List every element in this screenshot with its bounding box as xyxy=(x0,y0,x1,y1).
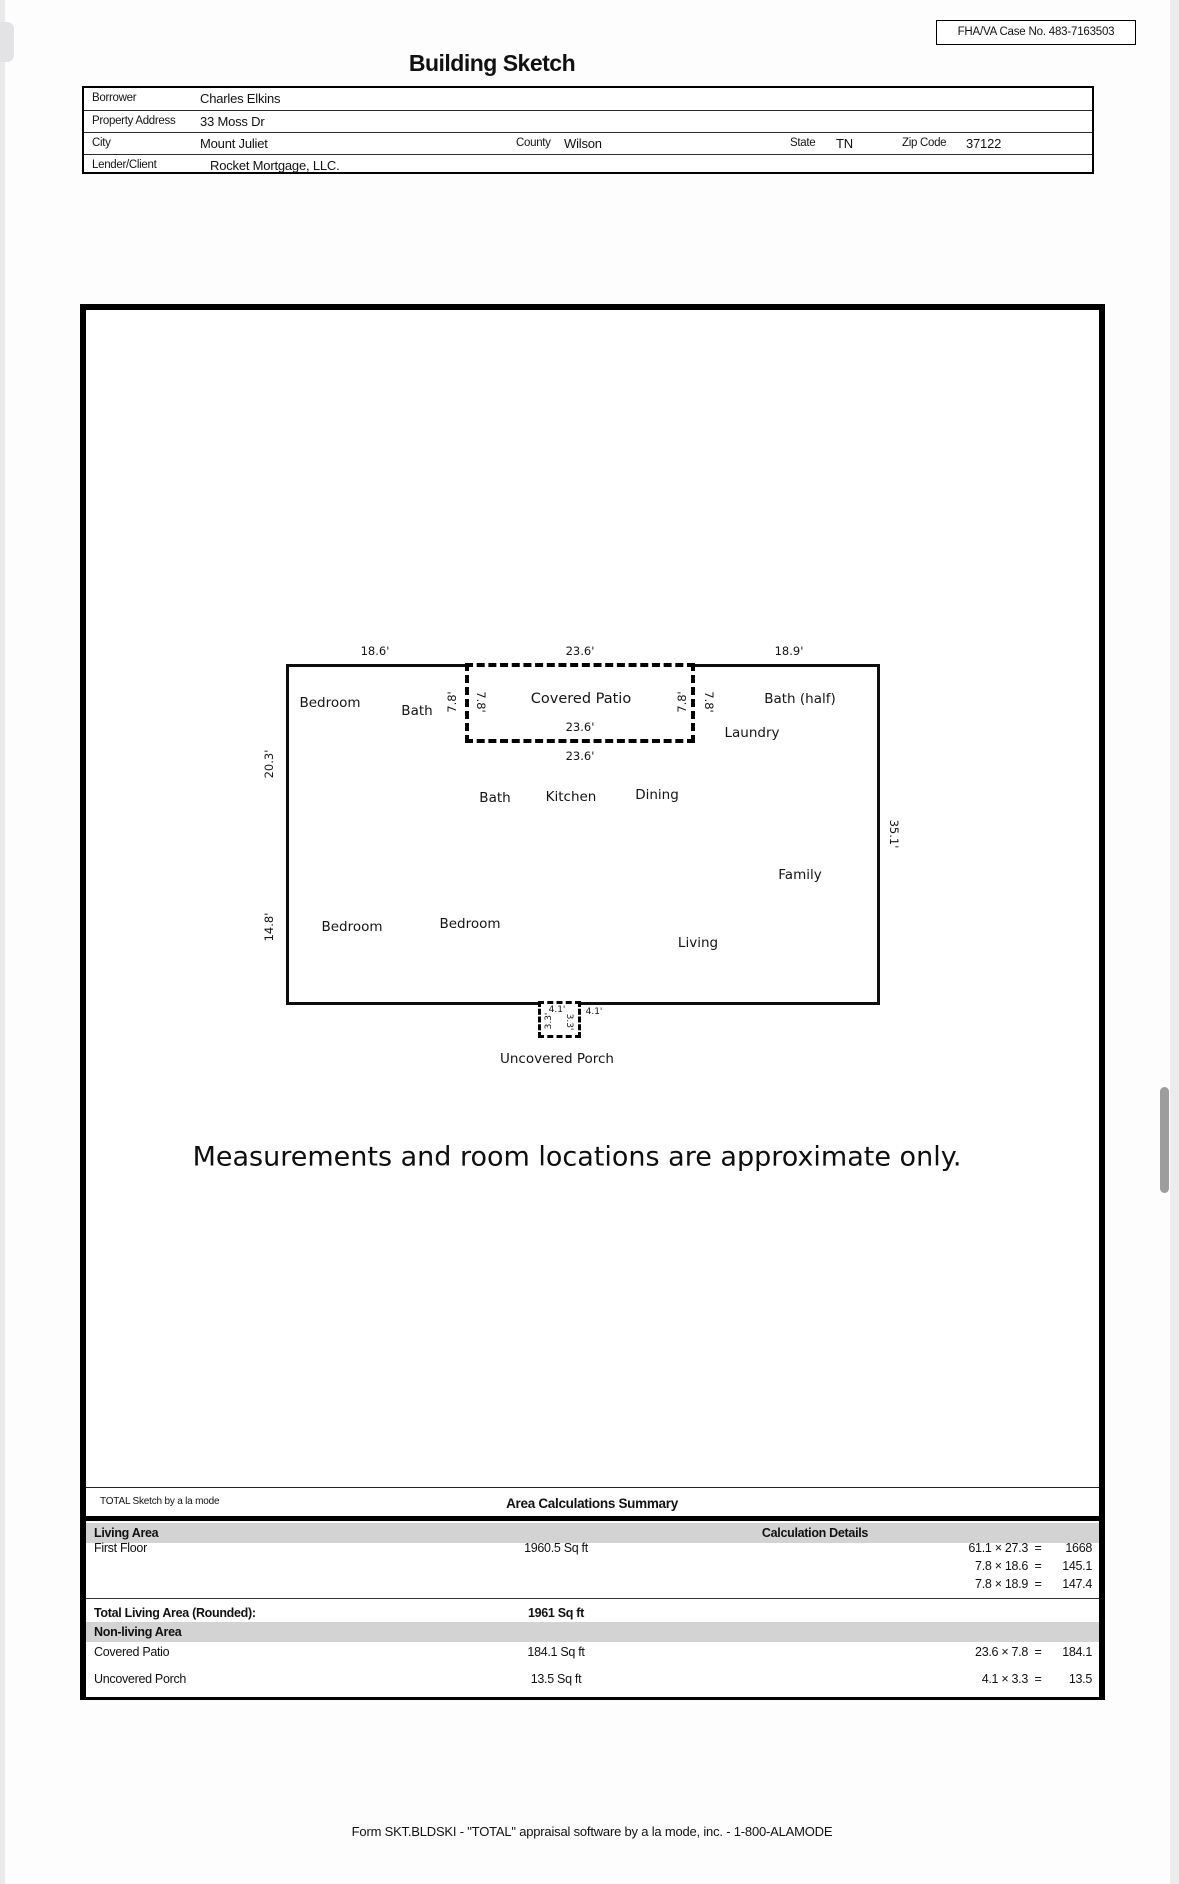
room-bedroom-3: Bedroom xyxy=(439,916,501,932)
dim-porch-depth-left: 3.3' xyxy=(544,1012,554,1030)
dim-patio-width-below: 23.6' xyxy=(565,749,595,763)
footer-text: Form SKT.BLDSKI - "TOTAL" appraisal software by a la mode, inc. - 1-800-ALAMODE xyxy=(351,1824,833,1839)
top-left-ui-tab[interactable] xyxy=(0,22,14,62)
dim-top-right: 18.9' xyxy=(774,644,804,658)
room-laundry: Laundry xyxy=(724,725,780,741)
dim-porch-width-outer: 4.1' xyxy=(585,1007,603,1017)
calc-eq: = xyxy=(1034,1577,1042,1591)
uncovered-porch-label: Uncovered Porch xyxy=(94,1672,187,1686)
total-living-area: 1961 Sq ft xyxy=(527,1606,585,1620)
calc-result: 147.4 xyxy=(1062,1577,1092,1591)
dim-top-left: 18.6' xyxy=(360,644,390,658)
calc-eq: = xyxy=(1034,1559,1042,1573)
disclaimer-text: Measurements and room locations are approximate only. xyxy=(192,1141,962,1173)
room-bath-2: Bath xyxy=(479,790,511,806)
living-calc-row-2 xyxy=(880,1557,1092,1575)
calc-expr: 4.1 × 3.3 xyxy=(981,1672,1028,1686)
uncovered-porch-calc xyxy=(880,1670,1092,1688)
room-living: Living xyxy=(677,935,719,951)
left-edge-strip xyxy=(0,0,5,1884)
living-calc-row-3 xyxy=(880,1575,1092,1593)
calc-details-header: Calculation Details xyxy=(761,1526,869,1540)
dim-porch-depth-right: 3.3' xyxy=(564,1013,574,1031)
borrower-label: Borrower xyxy=(92,92,137,104)
total-living-label: Total Living Area (Rounded): xyxy=(94,1606,256,1620)
dim-right-full: 35.1' xyxy=(887,819,901,849)
room-dining: Dining xyxy=(635,787,679,803)
room-bath-half: Bath (half) xyxy=(764,691,836,707)
fha-case-label: FHA/VA Case No. 483-7163503 xyxy=(957,26,1115,38)
nonliving-header: Non-living Area xyxy=(94,1625,182,1639)
calc-eq: = xyxy=(1034,1672,1042,1686)
page-title: Building Sketch xyxy=(408,50,576,76)
wall-left xyxy=(286,664,289,1005)
wall-top-left xyxy=(286,664,467,667)
state-value: TN xyxy=(836,136,853,151)
wall-top-right xyxy=(695,664,880,667)
dim-patio-width-inner: 23.6' xyxy=(565,720,595,734)
first-floor-label: First Floor xyxy=(94,1541,147,1555)
dim-patio-depth-right-outer: 7.8' xyxy=(702,691,716,713)
property-info-table xyxy=(82,86,1094,174)
dim-patio-depth-left-outer: 7.8' xyxy=(445,691,459,713)
calc-expr: 61.1 × 27.3 xyxy=(968,1541,1028,1555)
calc-result: 1668 xyxy=(1065,1541,1092,1555)
room-family: Family xyxy=(778,867,822,883)
uncovered-porch-area: 13.5 Sq ft xyxy=(530,1672,582,1686)
dim-left-upper: 20.3' xyxy=(262,749,276,779)
row-address xyxy=(84,110,1092,133)
nonliving-header-bar xyxy=(86,1622,1099,1642)
zip-value: 37122 xyxy=(966,136,1002,151)
covered-patio-label: Covered Patio xyxy=(94,1645,170,1659)
calc-eq: = xyxy=(1034,1541,1042,1555)
software-branding: TOTAL Sketch by a la mode xyxy=(100,1496,220,1507)
calc-expr: 23.6 × 7.8 xyxy=(975,1645,1028,1659)
room-kitchen: Kitchen xyxy=(545,789,597,805)
room-bedroom-1: Bedroom xyxy=(299,695,361,711)
summary-top-divider xyxy=(86,1487,1099,1488)
dim-porch-width-inner: 4.1' xyxy=(548,1005,566,1015)
first-floor-area: 1960.5 Sq ft xyxy=(524,1541,588,1555)
room-covered-patio: Covered Patio xyxy=(530,691,632,707)
state-label: State xyxy=(790,137,816,149)
dim-left-lower: 14.8' xyxy=(262,912,276,942)
lender-value: Rocket Mortgage, LLC. xyxy=(210,158,340,173)
scrollbar-track[interactable] xyxy=(1170,0,1179,1884)
summary-title: Area Calculations Summary xyxy=(506,1496,678,1511)
lender-label: Lender/Client xyxy=(92,159,157,171)
calc-result: 13.5 xyxy=(1068,1672,1092,1686)
county-label: County xyxy=(516,137,551,149)
living-area-header: Living Area xyxy=(94,1526,159,1540)
room-uncovered-porch: Uncovered Porch xyxy=(500,1051,614,1067)
calc-result: 184.1 xyxy=(1062,1645,1092,1659)
fha-case-box xyxy=(936,20,1136,45)
summary-thick-divider xyxy=(86,1516,1099,1521)
dim-patio-depth-right-inner: 7.8' xyxy=(675,691,689,713)
room-bath-1: Bath xyxy=(401,703,433,719)
room-bedroom-2: Bedroom xyxy=(321,919,383,935)
row-borrower xyxy=(84,88,1092,110)
calc-result: 145.1 xyxy=(1062,1559,1092,1573)
address-value: 33 Moss Dr xyxy=(200,114,265,129)
scrollbar-thumb[interactable] xyxy=(1160,1087,1169,1193)
covered-patio-calc xyxy=(880,1643,1092,1661)
zip-label: Zip Code xyxy=(902,137,947,149)
city-label: City xyxy=(92,137,111,149)
address-label: Property Address xyxy=(92,115,176,127)
covered-patio-area: 184.1 Sq ft xyxy=(527,1645,585,1659)
borrower-value: Charles Elkins xyxy=(200,91,281,106)
calc-expr: 7.8 × 18.9 xyxy=(975,1577,1028,1591)
row-city xyxy=(84,132,1092,155)
calc-expr: 7.8 × 18.6 xyxy=(975,1559,1028,1573)
wall-right xyxy=(877,664,880,1005)
row-lender xyxy=(84,154,1092,177)
dim-top-middle: 23.6' xyxy=(565,644,595,658)
county-value: Wilson xyxy=(564,136,602,151)
calc-eq: = xyxy=(1034,1645,1042,1659)
dim-patio-depth-left-inner: 7.8' xyxy=(474,691,488,713)
city-value: Mount Juliet xyxy=(200,136,268,151)
wall-bottom xyxy=(286,1002,880,1005)
total-row-divider xyxy=(86,1598,1099,1599)
living-calc-row-1 xyxy=(880,1539,1092,1557)
